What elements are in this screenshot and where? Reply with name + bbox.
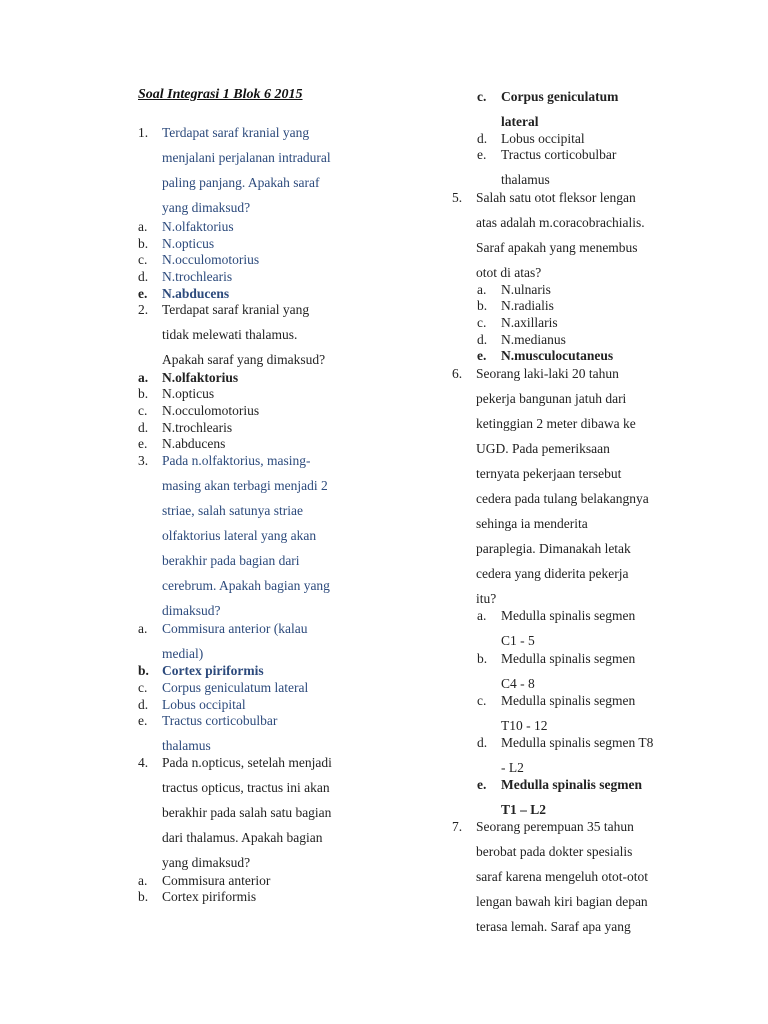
question-line: Pada n.opticus, setelah menjadi — [162, 755, 332, 770]
option-text — [501, 84, 618, 134]
option-letter: c. — [138, 680, 148, 695]
option-line: Commisura anterior (kalau — [162, 621, 308, 636]
option-letter: e. — [138, 436, 148, 451]
option-letter: b. — [138, 663, 149, 678]
option-letter: b. — [138, 386, 149, 401]
question-line: terasa lemah. Saraf apa yang — [476, 919, 631, 934]
option-letter: c. — [477, 693, 487, 708]
question-line: dari thalamus. Apakah bagian — [162, 830, 323, 845]
option-text: N.medianus — [501, 332, 566, 347]
option-line: Medulla spinalis segmen T8 — [501, 735, 654, 750]
option-line: C1 - 5 — [501, 633, 535, 648]
question-line: ketinggian 2 meter dibawa ke — [476, 416, 636, 431]
option-text: N.opticus — [162, 386, 215, 401]
question-line: saraf karena mengeluh otot-otot — [476, 869, 649, 884]
option-line: C4 - 8 — [501, 676, 535, 691]
question-line: lengan bawah kiri bagian depan — [476, 894, 648, 909]
option-text: N.abducens — [162, 286, 230, 301]
option-letter: b. — [138, 889, 149, 904]
question-line: striae, salah satunya striae — [162, 503, 303, 518]
option-letter: a. — [138, 621, 148, 636]
question-line: paling panjang. Apakah saraf — [162, 175, 320, 190]
option-text: N.occulomotorius — [162, 403, 260, 418]
option-letter: a. — [477, 608, 487, 623]
question-line: menjalani perjalanan intradural — [162, 150, 331, 165]
question-line: olfaktorius lateral yang akan — [162, 528, 317, 543]
option-letter: d. — [477, 735, 488, 750]
document-title: Soal Integrasi 1 Blok 6 2015 — [138, 87, 303, 102]
option-text: N.abducens — [162, 436, 226, 451]
option-letter: d. — [138, 697, 149, 712]
option-text: N.occulomotorius — [162, 252, 260, 267]
question-text — [162, 297, 325, 372]
option-text: N.opticus — [162, 236, 215, 251]
option-letter: b. — [138, 236, 149, 251]
option-letter: e. — [477, 147, 487, 162]
question-line: Pada n.olfaktorius, masing- — [162, 453, 311, 468]
option-line: thalamus — [501, 172, 550, 187]
option-letter: e. — [477, 348, 487, 363]
option-text: N.olfaktorius — [162, 370, 239, 385]
option-line: thalamus — [162, 738, 211, 753]
question-text — [162, 750, 332, 875]
option-letter: d. — [477, 332, 488, 347]
question-number: 3. — [138, 453, 149, 468]
option-text: N.musculocutaneus — [501, 348, 614, 363]
option-letter: e. — [138, 286, 148, 301]
option-line: - L2 — [501, 760, 524, 775]
option-line: lateral — [501, 114, 539, 129]
question-number: 2. — [138, 302, 149, 317]
question-text — [476, 814, 648, 939]
question-line: pekerja bangunan jatuh dari — [476, 391, 627, 406]
option-text: Cortex piriformis — [162, 889, 257, 904]
option-text: Commisura anterior — [162, 873, 271, 888]
option-letter: a. — [477, 282, 487, 297]
question-line: paraplegia. Dimanakah letak — [476, 541, 631, 556]
option-line: Corpus geniculatum — [501, 89, 619, 104]
option-text: N.olfaktorius — [162, 219, 234, 234]
option-text: Lobus occipital — [162, 697, 246, 712]
option-letter: c. — [138, 252, 148, 267]
option-letter: b. — [477, 298, 488, 313]
question-line: berobat pada dokter spesialis — [476, 844, 633, 859]
question-line: berakhir pada salah satu bagian — [162, 805, 332, 820]
option-letter: e. — [477, 777, 487, 792]
question-text — [476, 361, 649, 611]
question-text — [162, 120, 331, 220]
option-text: N.trochlearis — [162, 269, 233, 284]
question-line: ternyata pekerjaan tersebut — [476, 466, 622, 481]
option-line: Tractus corticobulbar — [162, 713, 278, 728]
question-line: Seorang perempuan 35 tahun — [476, 819, 634, 834]
option-letter: a. — [138, 370, 149, 385]
question-line: Terdapat saraf kranial yang — [162, 302, 310, 317]
question-line: otot di atas? — [476, 265, 542, 280]
question-line: yang dimaksud? — [162, 200, 251, 215]
option-text: N.ulnaris — [501, 282, 551, 297]
question-text — [476, 185, 645, 285]
option-letter: d. — [138, 420, 149, 435]
question-line: atas adalah m.coracobrachialis. — [476, 215, 645, 230]
question-line: berakhir pada bagian dari — [162, 553, 300, 568]
question-line: sehinga ia menderita — [476, 516, 588, 531]
option-letter: d. — [138, 269, 149, 284]
option-line: T1 – L2 — [501, 802, 547, 817]
question-line: Salah satu otot fleksor lengan — [476, 190, 636, 205]
option-line: T10 - 12 — [501, 718, 548, 733]
question-number: 5. — [452, 190, 463, 205]
option-letter: c. — [477, 315, 487, 330]
question-line: cedera pada tulang belakangnya — [476, 491, 649, 506]
option-letter: a. — [138, 219, 148, 234]
question-number: 7. — [452, 819, 463, 834]
option-line: medial) — [162, 646, 204, 661]
question-number: 1. — [138, 125, 149, 140]
question-line: itu? — [476, 591, 497, 606]
question-line: UGD. Pada pemeriksaan — [476, 441, 610, 456]
option-text: N.axillaris — [501, 315, 558, 330]
option-line: Medulla spinalis segmen — [501, 651, 636, 666]
option-letter: c. — [138, 403, 148, 418]
option-text — [162, 616, 307, 666]
question-line: cedera yang diderita pekerja — [476, 566, 629, 581]
question-number: 4. — [138, 755, 149, 770]
option-text: Corpus geniculatum lateral — [162, 680, 309, 695]
option-line: Medulla spinalis segmen — [501, 693, 636, 708]
question-line: Seorang laki-laki 20 tahun — [476, 366, 619, 381]
option-line: Medulla spinalis segmen — [501, 608, 636, 623]
option-text: Cortex piriformis — [162, 663, 264, 678]
question-line: tidak melewati thalamus. — [162, 327, 298, 342]
option-letter: c. — [477, 89, 487, 104]
option-text: Lobus occipital — [501, 131, 585, 146]
option-letter: a. — [138, 873, 148, 888]
question-line: dimaksud? — [162, 603, 221, 618]
question-line: cerebrum. Apakah bagian yang — [162, 578, 330, 593]
option-line: Medulla spinalis segmen — [501, 777, 643, 792]
question-line: yang dimaksud? — [162, 855, 251, 870]
question-number: 6. — [452, 366, 463, 381]
question-text — [162, 448, 330, 623]
option-text: N.trochlearis — [162, 420, 233, 435]
option-letter: b. — [477, 651, 488, 666]
question-line: Apakah saraf yang dimaksud? — [162, 352, 326, 367]
option-text: N.radialis — [501, 298, 554, 313]
option-letter: d. — [477, 131, 488, 146]
question-line: tractus opticus, tractus ini akan — [162, 780, 330, 795]
option-line: Tractus corticobulbar — [501, 147, 617, 162]
option-letter: e. — [138, 713, 148, 728]
question-line: Terdapat saraf kranial yang — [162, 125, 310, 140]
question-line: Saraf apakah yang menembus — [476, 240, 638, 255]
question-line: masing akan terbagi menjadi 2 — [162, 478, 328, 493]
